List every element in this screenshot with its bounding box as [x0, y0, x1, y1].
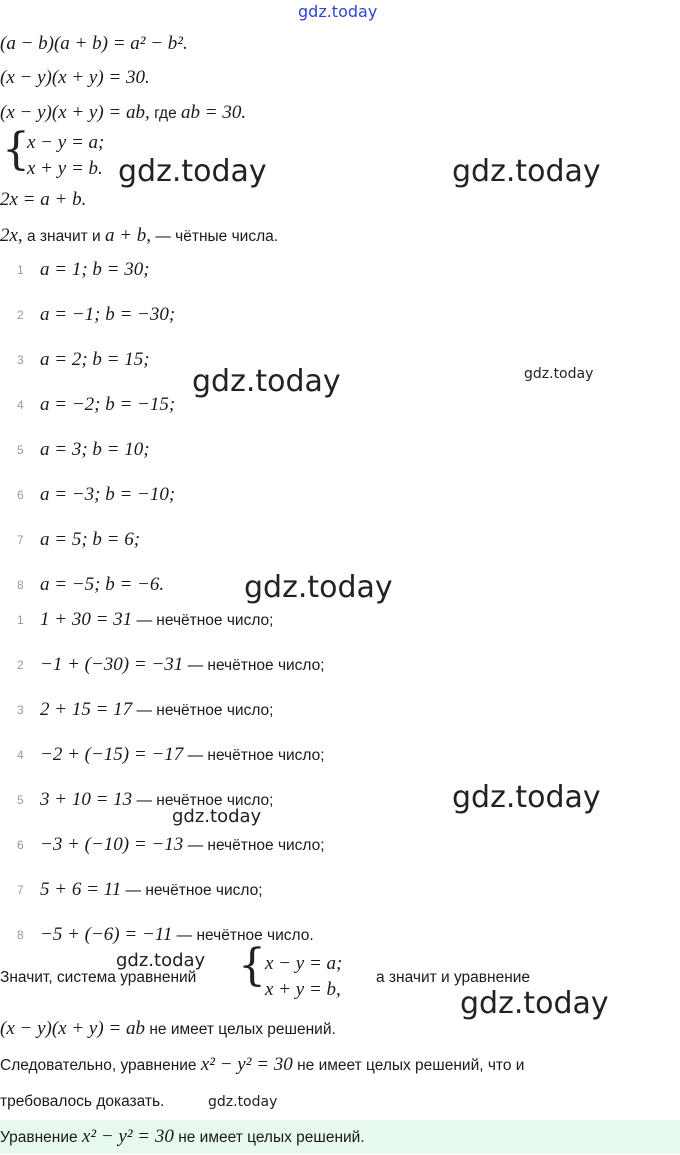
sum-note: — нечётное число;	[136, 702, 274, 719]
line-number: 1	[17, 613, 24, 627]
math-expr: a + b,	[104, 225, 152, 246]
substitution-line	[0, 101, 246, 126]
line-number: 2	[17, 308, 24, 322]
line-number: 2	[17, 658, 24, 672]
line-number: 7	[17, 533, 24, 547]
system-brace: {	[2, 124, 30, 175]
sum-row	[40, 743, 325, 768]
system-eq-1: x − y = a;	[265, 953, 343, 974]
answer-box	[0, 1120, 680, 1154]
watermark: gdz.today	[460, 986, 609, 1021]
line-number: 5	[17, 793, 24, 807]
answer-text: не имеет целых решений.	[178, 1129, 365, 1146]
watermark: gdz.today	[452, 780, 601, 815]
sum-row	[40, 698, 273, 723]
math-expr: 2x,	[0, 225, 23, 246]
text-where: где	[154, 105, 177, 122]
line-number: 6	[17, 488, 24, 502]
line-number: 4	[17, 748, 24, 762]
final-line	[0, 1053, 524, 1078]
sum-note: — нечётное число;	[136, 612, 274, 629]
watermark: gdz.today	[116, 950, 206, 971]
watermark: gdz.today	[208, 1094, 278, 1110]
sum-expr: −3 + (−10) = −13	[40, 834, 184, 855]
watermark-top: gdz.today	[298, 2, 378, 21]
watermark: gdz.today	[118, 154, 267, 189]
line-number: 8	[17, 578, 24, 592]
conclusion-prefix: Значит, система уравнений	[0, 969, 197, 986]
case-expr: a = 3; b = 10;	[40, 439, 150, 460]
sum-expr: 5 + 6 = 11	[40, 879, 122, 900]
system-eq-2: x + y = b.	[27, 158, 103, 179]
case-expr: a = −3; b = −10;	[40, 484, 176, 505]
sum-note: — нечётное число;	[136, 792, 274, 809]
sum-row	[40, 878, 263, 903]
sum-expr: 1 + 30 = 31	[40, 609, 133, 630]
line-number: 3	[17, 703, 24, 717]
line-number: 8	[17, 928, 24, 942]
sum-note: — нечётное число;	[187, 747, 325, 764]
sum-note: — нечётное число;	[125, 882, 263, 899]
sum-row	[40, 653, 325, 678]
text: не имеет целых решений, что и	[297, 1057, 525, 1074]
watermark: gdz.today	[524, 366, 594, 382]
math-expr: (x − y)(x + y) = ab	[0, 1018, 146, 1039]
line-number: 7	[17, 883, 24, 897]
line-number: 5	[17, 443, 24, 457]
system-eq-2: x + y = b,	[265, 979, 341, 1000]
watermark: gdz.today	[172, 806, 262, 827]
watermark: gdz.today	[192, 364, 341, 399]
line-number: 3	[17, 353, 24, 367]
sum-expr: −5 + (−6) = −11	[40, 924, 173, 945]
even-line	[0, 224, 278, 249]
sum-line: 2x = a + b.	[0, 189, 87, 210]
math-expr: x² − y² = 30	[200, 1054, 293, 1075]
sum-note: — нечётное число;	[187, 657, 325, 674]
sum-row	[40, 833, 325, 858]
sum-row	[40, 923, 314, 948]
case-expr: a = 5; b = 6;	[40, 529, 141, 550]
case-expr: a = −2; b = −15;	[40, 394, 176, 415]
no-solutions-line	[0, 1017, 336, 1042]
sum-expr: 3 + 10 = 13	[40, 789, 133, 810]
case-expr: a = −1; b = −30;	[40, 304, 176, 325]
sum-expr: 2 + 15 = 17	[40, 699, 133, 720]
case-expr: a = −5; b = −6.	[40, 574, 165, 595]
text: а значит и	[27, 228, 101, 245]
text: — чётные числа.	[155, 228, 279, 245]
watermark: gdz.today	[452, 154, 601, 189]
answer-math: x² − y² = 30	[81, 1126, 174, 1147]
line-number: 4	[17, 398, 24, 412]
identity-line: (a − b)(a + b) = a² − b².	[0, 33, 188, 54]
case-expr: a = 2; b = 15;	[40, 349, 150, 370]
line-number: 6	[17, 838, 24, 852]
watermark: gdz.today	[244, 570, 393, 605]
text: не имеет целых решений.	[149, 1021, 336, 1038]
math-expr: ab = 30.	[181, 102, 247, 123]
sum-note: — нечётное число.	[176, 927, 314, 944]
case-expr: a = 1; b = 30;	[40, 259, 150, 280]
conclusion-suffix: а значит и уравнение	[376, 969, 531, 986]
text: Следовательно, уравнение	[0, 1057, 197, 1074]
sum-expr: −1 + (−30) = −31	[40, 654, 184, 675]
line-number: 1	[17, 263, 24, 277]
equation-line: (x − y)(x + y) = 30.	[0, 67, 150, 88]
math-expr: (x − y)(x + y) = ab,	[0, 102, 150, 123]
sum-expr: −2 + (−15) = −17	[40, 744, 184, 765]
answer-text: Уравнение	[0, 1129, 78, 1146]
final-line-end: требовалось доказать.	[0, 1093, 165, 1110]
system-eq-1: x − y = a;	[27, 132, 105, 153]
system-brace: {	[238, 940, 266, 991]
sum-note: — нечётное число;	[187, 837, 325, 854]
sum-row	[40, 608, 273, 633]
